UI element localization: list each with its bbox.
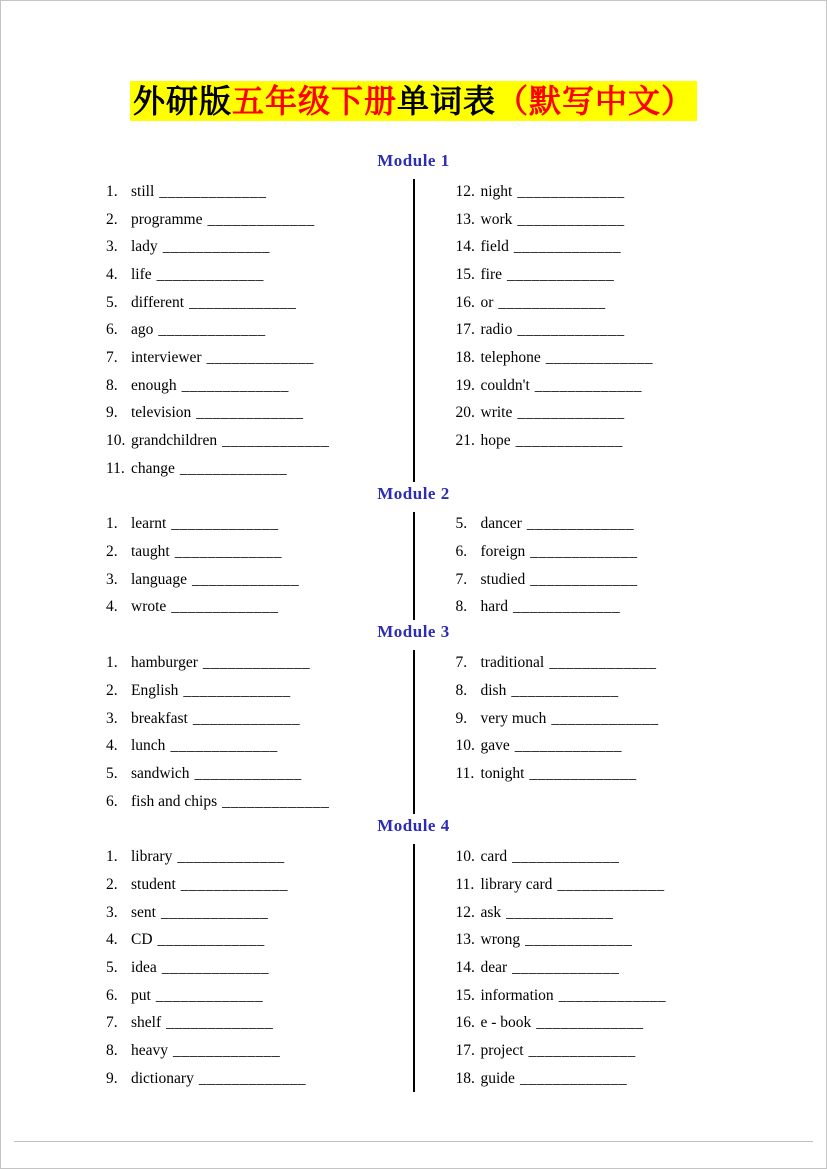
word-row [456, 1065, 827, 1093]
word-row [106, 732, 414, 760]
column-divider [413, 512, 415, 621]
answer-blank: _____________ [194, 764, 302, 782]
item-word: library card [480, 875, 553, 893]
item-number: 7. [106, 1014, 118, 1032]
item-number: 2. [106, 210, 118, 228]
answer-blank: _____________ [189, 293, 297, 311]
item-number: 21. [455, 432, 475, 450]
item-number: 9. [106, 1069, 118, 1087]
word-row [106, 899, 414, 927]
word-row [456, 927, 827, 955]
answer-blank: _____________ [525, 931, 633, 949]
word-row [456, 843, 827, 871]
answer-blank: _____________ [506, 903, 614, 921]
item-number: 16. [455, 293, 475, 311]
answer-blank: _____________ [545, 348, 654, 366]
item-word: lady [131, 238, 158, 256]
item-number: 6. [106, 792, 118, 810]
word-row [106, 1065, 414, 1093]
item-number: 16. [455, 1014, 475, 1032]
column-divider [413, 650, 415, 814]
item-number: 3. [106, 570, 118, 588]
answer-blank: _____________ [514, 737, 623, 755]
title-segment: 五年级下册 [231, 82, 397, 120]
answer-blank: _____________ [530, 543, 638, 561]
item-word: tonight [480, 764, 525, 782]
answer-blank: _____________ [160, 903, 269, 921]
module-body [1, 511, 826, 622]
answer-blank: _____________ [177, 848, 285, 866]
word-row [456, 427, 827, 455]
word-row [106, 511, 414, 539]
module-body [1, 178, 826, 483]
answer-blank: _____________ [549, 654, 657, 672]
item-number: 17. [455, 321, 475, 339]
item-word: dish [480, 681, 507, 699]
item-number: 4. [106, 598, 118, 616]
word-row [456, 732, 827, 760]
item-number: 3. [106, 903, 118, 921]
item-number: 3. [106, 238, 118, 256]
title-segment: （默写中文） [496, 82, 695, 120]
column-divider [413, 179, 415, 482]
item-number: 7. [455, 654, 468, 672]
right-column [414, 649, 827, 815]
item-number: 19. [455, 376, 475, 394]
word-row [456, 400, 827, 428]
module-section [1, 623, 826, 815]
answer-blank: _____________ [196, 404, 304, 422]
word-row [456, 594, 827, 622]
word-row [456, 982, 827, 1010]
word-row [456, 1010, 827, 1038]
item-number: 15. [455, 986, 475, 1004]
right-column [414, 511, 827, 622]
module-heading: Module 2 [377, 483, 450, 503]
word-row [106, 178, 414, 206]
word-row [456, 178, 827, 206]
item-number: 6. [455, 543, 468, 561]
item-number: 7. [455, 570, 468, 588]
word-row [106, 677, 414, 705]
answer-blank: _____________ [171, 515, 279, 533]
item-number: 1. [106, 515, 118, 533]
answer-blank: _____________ [166, 1014, 274, 1032]
item-word: television [131, 404, 192, 422]
item-word: couldn't [480, 376, 530, 394]
answer-blank: _____________ [526, 515, 635, 533]
answer-blank: _____________ [530, 570, 638, 588]
answer-blank: _____________ [222, 432, 330, 450]
answer-blank: _____________ [557, 875, 665, 893]
item-word: still [131, 182, 155, 200]
right-column [414, 843, 827, 1092]
item-word: put [131, 986, 151, 1004]
item-word: dictionary [131, 1069, 194, 1087]
item-number: 13. [455, 931, 475, 949]
item-number: 9. [455, 709, 468, 727]
item-word: English [131, 681, 179, 699]
answer-blank: _____________ [507, 265, 615, 283]
page-title-text [130, 81, 697, 121]
item-word: dancer [480, 515, 522, 533]
item-word: lunch [131, 737, 166, 755]
item-word: information [480, 986, 554, 1004]
item-word: studied [480, 570, 526, 588]
item-word: student [131, 875, 176, 893]
item-word: grandchildren [131, 432, 218, 450]
word-row [456, 372, 827, 400]
item-word: gave [480, 737, 510, 755]
word-row [456, 206, 827, 234]
item-word: traditional [480, 654, 545, 672]
word-row [106, 954, 414, 982]
left-column [1, 843, 414, 1092]
answer-blank: _____________ [179, 459, 288, 477]
word-row [106, 566, 414, 594]
item-number: 12. [455, 182, 475, 200]
page-footer-rule [14, 1141, 813, 1142]
answer-blank: _____________ [155, 986, 264, 1004]
item-word: fire [480, 265, 503, 283]
word-row [106, 538, 414, 566]
answer-blank: _____________ [517, 321, 625, 339]
item-number: 13. [455, 210, 475, 228]
item-number: 1. [106, 182, 118, 200]
left-column [1, 511, 414, 622]
item-number: 5. [106, 764, 118, 782]
item-number: 18. [455, 348, 475, 366]
word-row [106, 427, 414, 455]
item-number: 4. [106, 265, 118, 283]
word-row [106, 1010, 414, 1038]
answer-blank: _____________ [498, 293, 606, 311]
item-number: 11. [106, 459, 125, 477]
word-row [106, 982, 414, 1010]
answer-blank: _____________ [162, 238, 270, 256]
answer-blank: _____________ [528, 1042, 636, 1060]
item-word: life [131, 265, 152, 283]
item-number: 20. [455, 404, 475, 422]
answer-blank: _____________ [534, 376, 643, 394]
word-row [456, 871, 827, 899]
word-row [106, 705, 414, 733]
word-row [456, 954, 827, 982]
word-row [106, 400, 414, 428]
item-word: telephone [480, 348, 541, 366]
item-number: 10. [106, 432, 126, 450]
answer-blank: _____________ [529, 764, 637, 782]
item-number: 1. [106, 654, 118, 672]
item-word: fish and chips [131, 792, 218, 810]
word-row [456, 705, 827, 733]
answer-blank: _____________ [517, 182, 625, 200]
answer-blank: _____________ [171, 598, 279, 616]
item-word: heavy [131, 1042, 169, 1060]
answer-blank: _____________ [519, 1069, 628, 1087]
item-word: different [131, 293, 185, 311]
word-row [456, 649, 827, 677]
module-section [1, 152, 826, 483]
item-word: project [480, 1042, 524, 1060]
word-row [456, 538, 827, 566]
item-word: enough [131, 376, 177, 394]
word-row [456, 233, 827, 261]
item-number: 12. [455, 903, 475, 921]
item-word: e - book [480, 1014, 532, 1032]
item-number: 1. [106, 848, 118, 866]
item-number: 5. [106, 293, 118, 311]
item-number: 7. [106, 348, 118, 366]
word-row [106, 206, 414, 234]
item-word: breakfast [131, 709, 188, 727]
word-row [106, 316, 414, 344]
answer-blank: _____________ [183, 681, 291, 699]
word-row [456, 344, 827, 372]
answer-blank: _____________ [173, 1042, 281, 1060]
left-column [1, 649, 414, 815]
module-heading: Module 4 [377, 816, 450, 836]
item-word: dear [480, 959, 508, 977]
answer-blank: _____________ [170, 737, 278, 755]
item-word: hope [480, 432, 511, 450]
item-word: sandwich [131, 764, 190, 782]
title-segment: 单词表 [397, 82, 497, 120]
item-number: 5. [106, 959, 118, 977]
item-number: 8. [106, 376, 118, 394]
word-row [106, 927, 414, 955]
word-row [456, 511, 827, 539]
item-number: 14. [455, 959, 475, 977]
item-number: 10. [455, 848, 475, 866]
item-number: 5. [455, 515, 468, 533]
column-divider [413, 844, 415, 1091]
item-word: ago [131, 321, 154, 339]
item-word: field [480, 238, 509, 256]
item-number: 10. [455, 737, 475, 755]
item-word: or [480, 293, 494, 311]
item-number: 9. [106, 404, 118, 422]
item-number: 3. [106, 709, 118, 727]
item-word: taught [131, 543, 170, 561]
item-number: 18. [455, 1069, 475, 1087]
item-word: write [480, 404, 513, 422]
word-row [456, 899, 827, 927]
item-number: 8. [106, 1042, 118, 1060]
word-row [106, 871, 414, 899]
left-column [1, 178, 414, 483]
word-row [106, 372, 414, 400]
module-body [1, 649, 826, 815]
word-row [106, 233, 414, 261]
word-row [106, 760, 414, 788]
item-number: 4. [106, 737, 118, 755]
word-row [106, 788, 414, 816]
answer-blank: _____________ [513, 238, 622, 256]
answer-blank: _____________ [198, 1069, 307, 1087]
module-section [1, 817, 826, 1092]
word-row [456, 289, 827, 317]
word-row [106, 1037, 414, 1065]
item-number: 6. [106, 986, 118, 1004]
item-number: 15. [455, 265, 475, 283]
item-number: 8. [455, 681, 468, 699]
word-row [106, 843, 414, 871]
answer-blank: _____________ [156, 265, 264, 283]
item-word: ask [480, 903, 502, 921]
word-row [106, 344, 414, 372]
answer-blank: _____________ [536, 1014, 644, 1032]
answer-blank: _____________ [512, 959, 620, 977]
item-word: wrong [480, 931, 521, 949]
item-number: 11. [455, 875, 475, 893]
item-word: very much [480, 709, 547, 727]
item-word: night [480, 182, 513, 200]
item-word: foreign [480, 543, 526, 561]
item-number: 2. [106, 543, 118, 561]
item-word: guide [480, 1069, 515, 1087]
item-number: 17. [455, 1042, 475, 1060]
answer-blank: _____________ [157, 931, 265, 949]
answer-blank: _____________ [181, 376, 289, 394]
answer-blank: _____________ [159, 182, 267, 200]
answer-blank: _____________ [191, 570, 300, 588]
word-row [456, 677, 827, 705]
item-word: programme [131, 210, 203, 228]
item-word: learnt [131, 515, 167, 533]
answer-blank: _____________ [222, 792, 330, 810]
word-row [106, 289, 414, 317]
item-number: 6. [106, 321, 118, 339]
item-number: 11. [455, 764, 475, 782]
item-word: library [131, 848, 173, 866]
item-number: 8. [455, 598, 468, 616]
answer-blank: _____________ [158, 321, 266, 339]
answer-blank: _____________ [207, 210, 315, 228]
answer-blank: _____________ [517, 404, 625, 422]
title-segment: 外研版 [132, 82, 232, 120]
answer-blank: _____________ [511, 681, 619, 699]
answer-blank: _____________ [174, 543, 282, 561]
answer-blank: _____________ [180, 875, 289, 893]
answer-blank: _____________ [512, 848, 620, 866]
word-row [456, 566, 827, 594]
module-heading: Module 1 [377, 151, 450, 170]
answer-blank: _____________ [513, 598, 621, 616]
word-row [106, 649, 414, 677]
word-row [456, 261, 827, 289]
word-row [456, 316, 827, 344]
item-word: hamburger [131, 654, 198, 672]
module-heading: Module 3 [377, 622, 450, 642]
item-word: language [131, 570, 187, 588]
answer-blank: _____________ [551, 709, 659, 727]
answer-blank: _____________ [517, 210, 625, 228]
item-word: wrote [131, 598, 167, 616]
item-word: CD [131, 931, 153, 949]
item-word: card [480, 848, 508, 866]
item-word: hard [480, 598, 509, 616]
module-section [1, 485, 826, 622]
module-body [1, 843, 826, 1092]
item-word: change [131, 459, 175, 477]
answer-blank: _____________ [161, 959, 270, 977]
word-row [456, 760, 827, 788]
answer-blank: _____________ [192, 709, 301, 727]
modules-container [1, 152, 826, 1093]
item-number: 4. [106, 931, 118, 949]
word-row [106, 455, 414, 483]
word-row [106, 594, 414, 622]
item-word: work [480, 210, 513, 228]
answer-blank: _____________ [206, 348, 314, 366]
item-number: 14. [455, 238, 475, 256]
item-word: sent [131, 903, 156, 921]
answer-blank: _____________ [558, 986, 666, 1004]
word-row [106, 261, 414, 289]
word-row [456, 1037, 827, 1065]
answer-blank: _____________ [202, 654, 311, 672]
item-word: shelf [131, 1014, 162, 1032]
item-word: idea [131, 959, 157, 977]
item-number: 2. [106, 681, 118, 699]
right-column [414, 178, 827, 483]
item-word: interviewer [131, 348, 202, 366]
item-word: radio [480, 321, 513, 339]
answer-blank: _____________ [515, 432, 623, 450]
item-number: 2. [106, 875, 118, 893]
page-title [1, 81, 826, 121]
